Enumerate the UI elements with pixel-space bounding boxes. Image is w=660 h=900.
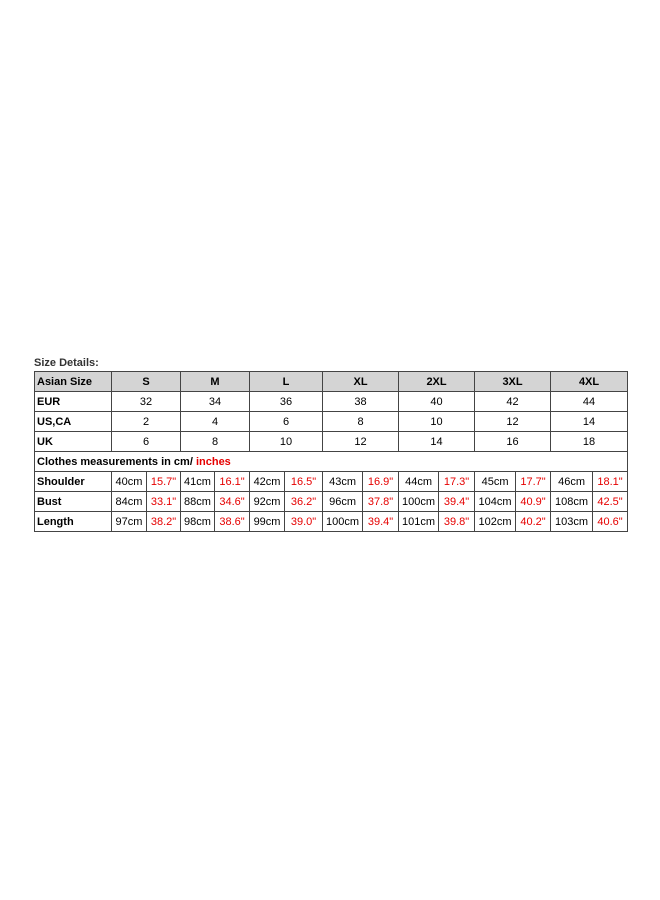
conversion-value: 18 [551, 432, 628, 452]
inch-value: 17.3" [439, 472, 475, 492]
cm-value: 92cm [250, 492, 285, 512]
row-label: Shoulder [35, 472, 112, 492]
inch-value: 34.6" [215, 492, 250, 512]
inch-value: 39.0" [285, 512, 323, 532]
inch-value: 17.7" [516, 472, 551, 492]
inch-value: 18.1" [593, 472, 628, 492]
size-header: S [112, 372, 181, 392]
inch-value: 15.7" [147, 472, 181, 492]
inch-value: 37.8" [363, 492, 399, 512]
inch-value: 39.4" [363, 512, 399, 532]
conversion-row-us-ca [35, 412, 628, 432]
size-header: 4XL [551, 372, 628, 392]
size-header: 3XL [475, 372, 551, 392]
cm-value: 96cm [323, 492, 363, 512]
cm-value: 97cm [112, 512, 147, 532]
row-label: Bust [35, 492, 112, 512]
section-inches-label: inches [195, 455, 231, 468]
conversion-value: 10 [399, 412, 475, 432]
inch-value: 36.2" [285, 492, 323, 512]
cm-value: 46cm [551, 472, 593, 492]
row-label: EUR [35, 392, 112, 412]
conversion-value: 14 [551, 412, 628, 432]
section-prefix: Clothes measurements in cm/ [37, 455, 196, 468]
conversion-value: 2 [112, 412, 181, 432]
cm-value: 42cm [250, 472, 285, 492]
cm-value: 41cm [181, 472, 215, 492]
conversion-value: 34 [181, 392, 250, 412]
inch-value: 40.9" [516, 492, 551, 512]
conversion-value: 14 [399, 432, 475, 452]
conversion-value: 10 [250, 432, 323, 452]
cm-value: 84cm [112, 492, 147, 512]
conversion-value: 38 [323, 392, 399, 412]
size-header: L [250, 372, 323, 392]
inch-value: 39.4" [439, 492, 475, 512]
conversion-row-eur [35, 392, 628, 412]
cm-value: 100cm [323, 512, 363, 532]
measurements-section-row [35, 452, 628, 472]
conversion-value: 6 [250, 412, 323, 432]
cm-value: 102cm [475, 512, 516, 532]
cm-value: 44cm [399, 472, 439, 492]
inch-value: 38.6" [215, 512, 250, 532]
conversion-value: 32 [112, 392, 181, 412]
measurement-row-shoulder [35, 472, 628, 492]
inch-value: 16.9" [363, 472, 399, 492]
size-details-title: Size Details: [34, 357, 99, 369]
inch-value: 39.8" [439, 512, 475, 532]
conversion-value: 44 [551, 392, 628, 412]
cm-value: 103cm [551, 512, 593, 532]
measurements-section-heading [35, 452, 628, 472]
cm-value: 45cm [475, 472, 516, 492]
inch-value: 33.1" [147, 492, 181, 512]
cm-value: 98cm [181, 512, 215, 532]
row-label: Length [35, 512, 112, 532]
cm-value: 108cm [551, 492, 593, 512]
size-header: M [181, 372, 250, 392]
inch-value: 42.5" [593, 492, 628, 512]
cm-value: 100cm [399, 492, 439, 512]
conversion-value: 6 [112, 432, 181, 452]
measurement-row-length [35, 512, 628, 532]
inch-value: 16.5" [285, 472, 323, 492]
conversion-value: 12 [475, 412, 551, 432]
inch-value: 40.6" [593, 512, 628, 532]
size-chart-table [34, 371, 628, 532]
conversion-value: 36 [250, 392, 323, 412]
size-header: 2XL [399, 372, 475, 392]
inch-value: 40.2" [516, 512, 551, 532]
cm-value: 43cm [323, 472, 363, 492]
measurement-row-bust [35, 492, 628, 512]
conversion-value: 42 [475, 392, 551, 412]
conversion-value: 8 [323, 412, 399, 432]
asian-size-label: Asian Size [35, 372, 112, 392]
inch-value: 38.2" [147, 512, 181, 532]
size-header: XL [323, 372, 399, 392]
cm-value: 101cm [399, 512, 439, 532]
cm-value: 88cm [181, 492, 215, 512]
conversion-value: 16 [475, 432, 551, 452]
cm-value: 104cm [475, 492, 516, 512]
conversion-row-uk [35, 432, 628, 452]
header-row [35, 372, 628, 392]
row-label: US,CA [35, 412, 112, 432]
row-label: UK [35, 432, 112, 452]
cm-value: 99cm [250, 512, 285, 532]
conversion-value: 12 [323, 432, 399, 452]
inch-value: 16.1" [215, 472, 250, 492]
conversion-value: 8 [181, 432, 250, 452]
cm-value: 40cm [112, 472, 147, 492]
conversion-value: 4 [181, 412, 250, 432]
conversion-value: 40 [399, 392, 475, 412]
